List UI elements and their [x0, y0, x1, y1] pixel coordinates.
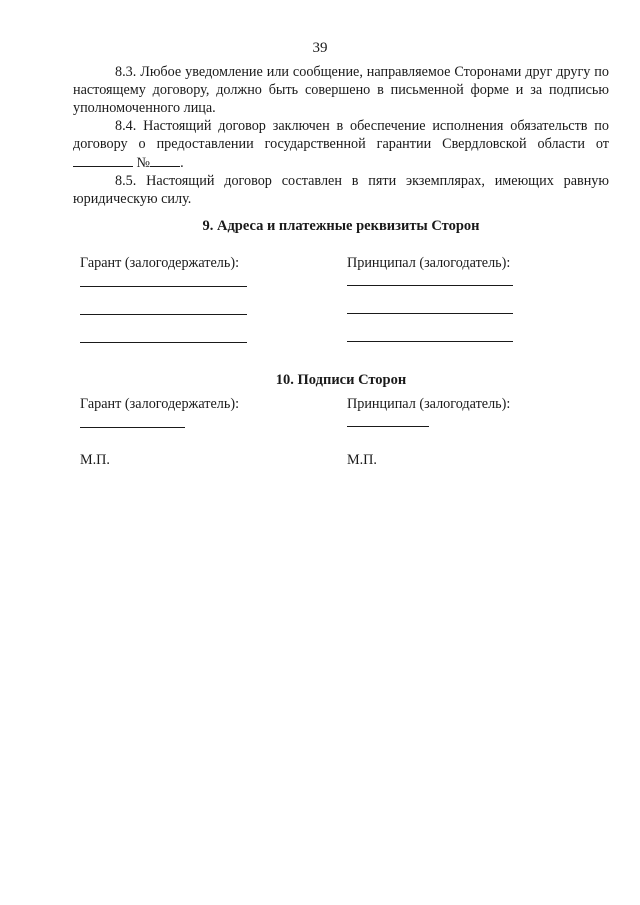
date-blank [73, 153, 133, 167]
section-10-guarantor-label: Гарант (залогодержатель): [80, 396, 240, 412]
guarantor-stamp-label: М.П. [80, 452, 110, 468]
number-blank [150, 153, 180, 167]
contract-clauses [73, 63, 609, 208]
principal-requisites-line [347, 341, 513, 342]
clause-8-4-end: . [180, 155, 184, 171]
clause-8-3: 8.3. Любое уведомление или сообщение, направляемое Сторонами друг другу по настоящему договору, должно быть совершено в письменной форме и за подписью уполномоченного лица. [73, 64, 609, 116]
clause-8-5: 8.5. Настоящий договор составлен в пяти экземплярах, имеющих равную юридическую силу. [73, 173, 609, 207]
guarantor-signature-line [80, 427, 185, 428]
section-9-title: 9. Адреса и платежные реквизиты Сторон [202, 218, 480, 234]
clause-8-4 [73, 117, 609, 172]
number-sign: № [136, 155, 151, 171]
section-10-title: 10. Подписи Сторон [275, 372, 407, 388]
clause-8-4-text: 8.4. Настоящий договор заключен в обеспечение исполнения обязательств по договору о предоставлении государственной гарантии Свердловской области от [73, 118, 609, 152]
principal-requisites-line [347, 285, 513, 286]
principal-requisites-line [347, 313, 513, 314]
section-9-principal-label: Принципал (залогодатель): [347, 255, 511, 271]
section-10-principal-label: Принципал (залогодатель): [347, 396, 511, 412]
page-number: 39 [312, 40, 328, 56]
section-9-guarantor-label: Гарант (залогодержатель): [80, 255, 240, 271]
principal-stamp-label: М.П. [347, 452, 377, 468]
guarantor-requisites-line [80, 342, 247, 343]
guarantor-requisites-line [80, 314, 247, 315]
guarantor-requisites-line [80, 286, 247, 287]
principal-signature-line [347, 426, 429, 427]
